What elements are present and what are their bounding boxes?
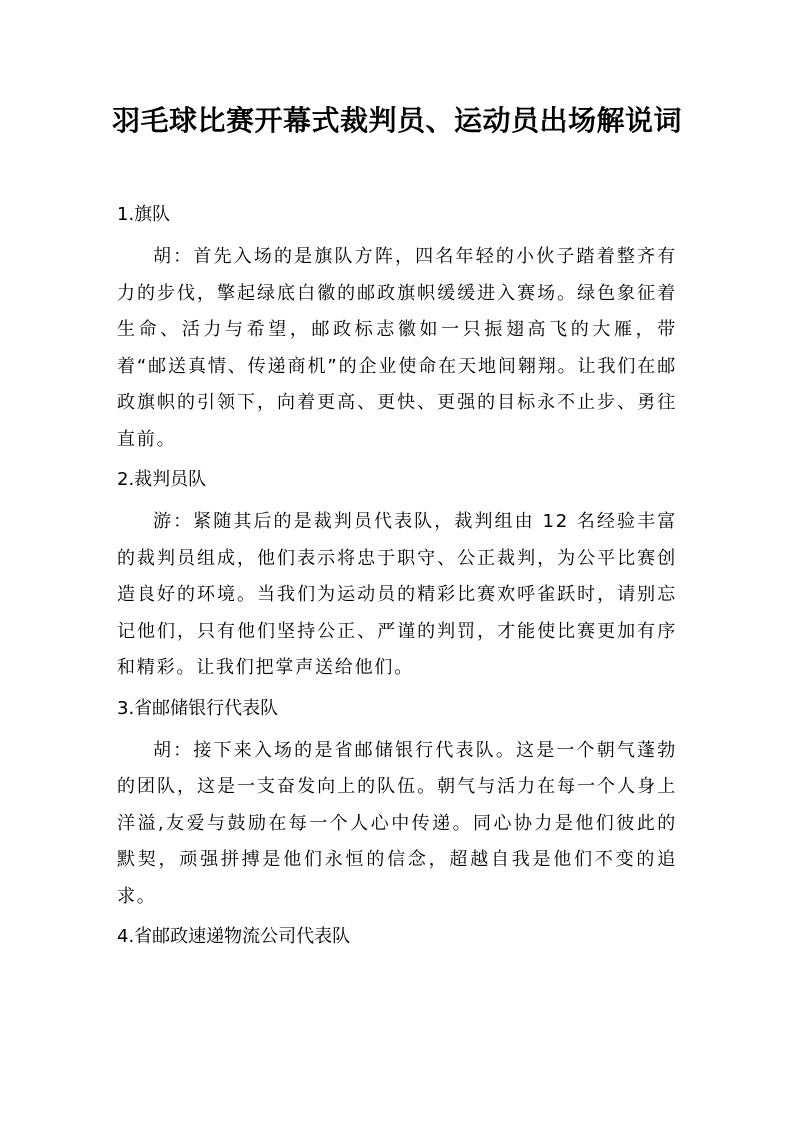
section-heading-express-logistics-team: 4.省邮政速递物流公司代表队	[117, 926, 351, 947]
section-heading-postal-savings-bank-team: 3.省邮储银行代表队	[117, 697, 279, 719]
section-heading-flag-team: 1.旗队	[117, 204, 171, 225]
section-paragraph-postal-savings-bank-team: 胡：接下来入场的是省邮储银行代表队。这是一个朝气蓬勃的团队，这是一支奋发向上的队伍。朝气与活力在每一个人身上洋溢,友爱与鼓励在每一个人心中传递。同心协力是他们彼此的默契，顽强拼搏是他们永恒的信念，超越自我是他们不变的追求。	[117, 739, 677, 907]
section-paragraph-referee-team: 游：紧随其后的是裁判员代表队，裁判组由 12 名经验丰富的裁判员组成，他们表示将忠于职守、公正裁判，为公平比赛创造良好的环境。当我们为运动员的精彩比赛欢呼雀跃时，请别忘记他们，只有他们坚持公正、严谨的判罚，才能使比赛更加有序和精彩。让我们把掌声送给他们。	[117, 511, 677, 678]
document-body	[117, 197, 677, 955]
section-paragraph-flag-team: 胡：首先入场的是旗队方阵，四名年轻的小伙子踏着整齐有力的步伐，擎起绿底白徽的邮政旗帜缓缓进入赛场。绿色象征着生命、活力与希望，邮政标志徽如一只振翅高飞的大雁，带着“邮送真情、传递商机”的企业使命在天地间翱翔。让我们在邮政旗帜的引领下，向着更高、更快、更强的目标永不止步、勇往直前。	[117, 246, 677, 450]
section-heading-referee-team: 2.裁判员队	[117, 469, 207, 490]
document-title: 羽毛球比赛开幕式裁判员、运动员出场解说词	[112, 104, 683, 137]
